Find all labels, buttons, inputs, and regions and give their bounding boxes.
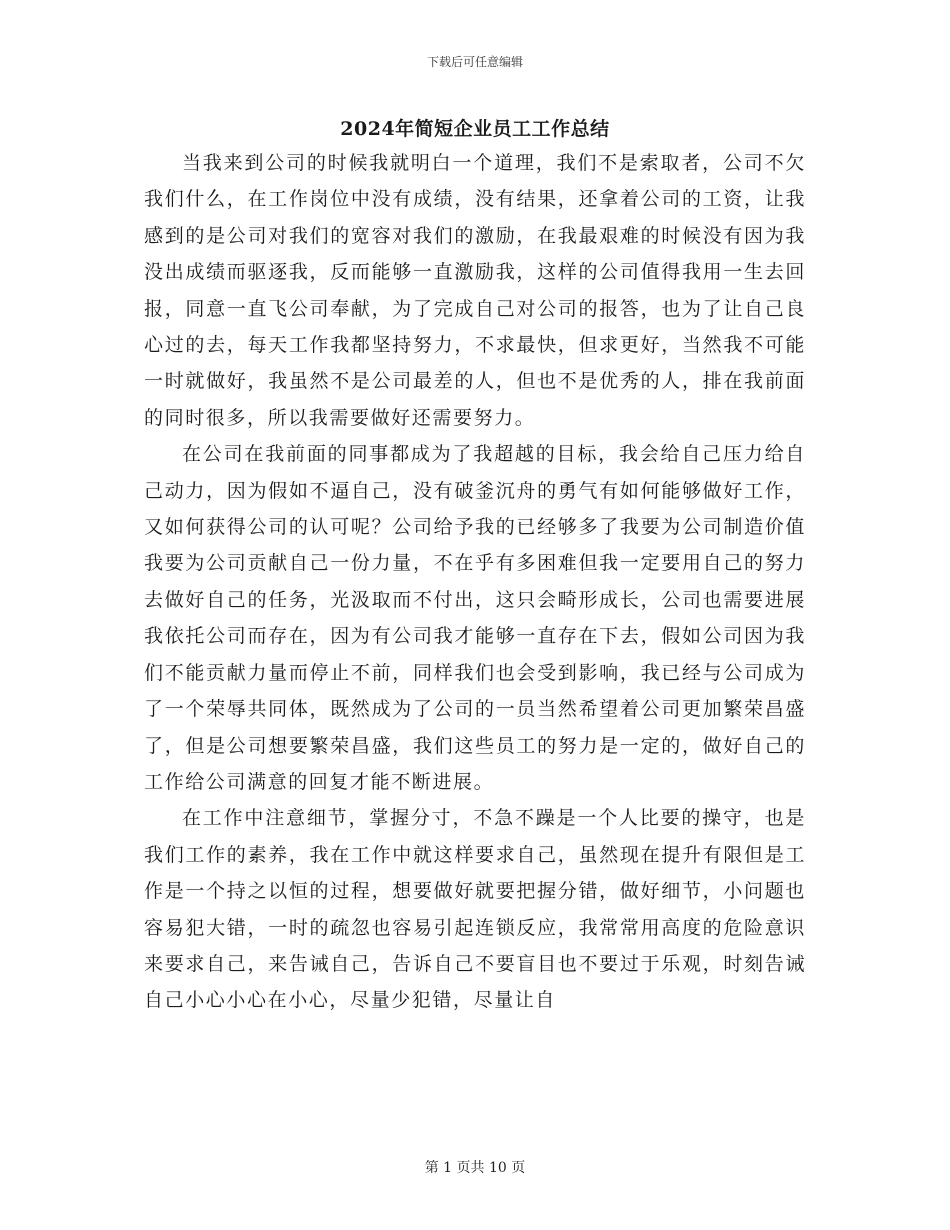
document-title: 2024年简短企业员工工作总结 [340, 118, 610, 140]
page-number-footer: 第 1 页共 10 页 [424, 1160, 526, 1176]
page-header-note: 下载后可任意编辑 [426, 55, 523, 69]
paragraph-2: 在公司在我前面的同事都成为了我超越的目标，我会给自己压力给自己动力，因为假如不逼自己，没有破釜沉舟的勇气有如何能够做好工作，又如何获得公司的认可呢？公司给予我的已经够多了我要为公司制造价值我要为公司贡献自己一份力量，不在乎有多困难但我一定要用自己的努力去做好自己的任务，光汲取而不付出，这只会畸形成长，公司也需要进展我依托公司而存在，因为有公司我才能够一直存在下去，假如公司因为我们不能贡献力量而停止不前，同样我们也会受到影响，我已经与公司成为了一个荣辱共同体，既然成为了公司的一员当然希望着公司更加繁荣昌盛了，但是公司想要繁荣昌盛，我们这些员工的努力是一定的，做好自己的工作给公司满意的回复才能不断进展。 [144, 443, 806, 793]
paragraph-3: 在工作中注意细节，掌握分寸，不急不躁是一个人比要的操守，也是我们工作的素养，我在工作中就这样要求自己，虽然现在提升有限但是工作是一个持之以恒的过程，想要做好就要把握分错，做好细节，小问题也容易犯大错，一时的疏忽也容易引起连锁反应，我常常用高度的危险意识来要求自己，来告诫自己，告诉自己不要盲目也不要过于乐观，时刻告诫自己小心小心在小心，尽量少犯错，尽量让自 [144, 807, 806, 1012]
document-body [144, 145, 806, 1019]
paragraph-1: 当我来到公司的时候我就明白一个道理，我们不是索取者，公司不欠我们什么，在工作岗位中没有成绩，没有结果，还拿着公司的工资，让我感到的是公司对我们的宽容对我们的激励，在我最艰难的时候没有因为我没出成绩而驱逐我，反而能够一直激励我，这样的公司值得我用一生去回报，同意一直飞公司奉献，为了完成自己对公司的报答，也为了让自己良心过的去，每天工作我都坚持努力，不求最快，但求更好，当然我不可能一时就做好，我虽然不是公司最差的人，但也不是优秀的人，排在我前面的同时很多，所以我需要做好还需要努力。 [144, 152, 806, 429]
